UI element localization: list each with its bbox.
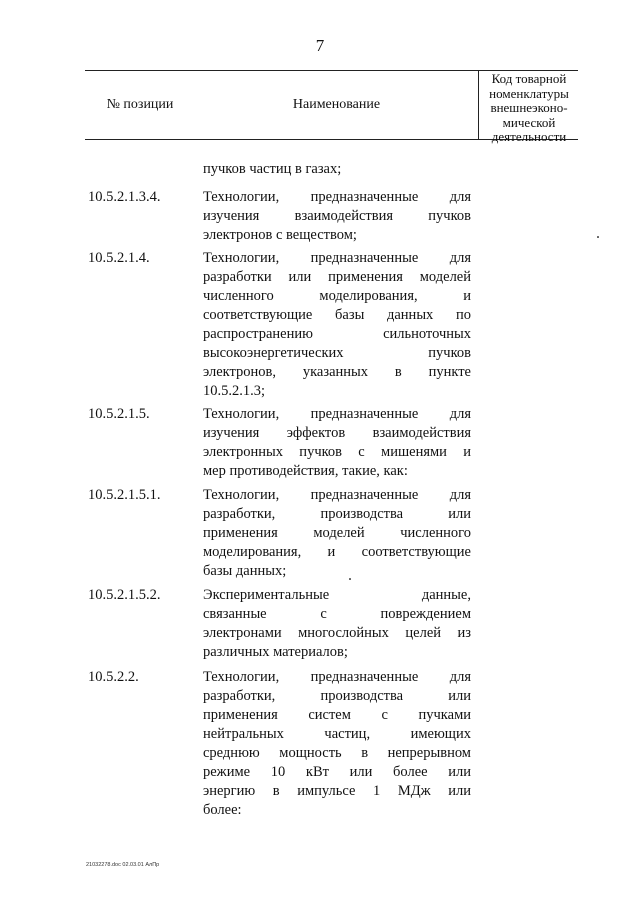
text-line: базы данных; [203,563,287,579]
document-footer: 21032278.doc 02.03.01 АлПр [86,862,160,868]
item-number: 10.5.2.1.5. [88,406,150,422]
header-code-line: деятельности [491,129,567,144]
text-line: Экспериментальные данные, [203,587,471,603]
text-line: мер противодействия, такие, как: [203,463,408,479]
header-position-column: № позиции [106,97,174,112]
item-number: 10.5.2.1.3.4. [88,189,161,205]
continuation-text [203,160,471,179]
text-line: распространению сильноточных [203,326,471,342]
item-text [203,249,471,401]
item-text [203,668,471,820]
text-line: применения систем с пучками [203,707,471,723]
text-line: нейтральных частиц, имеющих [203,726,471,742]
text-line: применения моделей численного [203,525,471,541]
text-line: пучков частиц в газах; [203,161,342,177]
item-text [203,188,471,245]
text-line: Технологии, предназначенные для [203,406,471,422]
text-line: электронов, указанных в пункте [203,364,471,380]
text-line: моделирования, и соответствующие [203,544,471,560]
item-number: 10.5.2.1.4. [88,250,150,266]
item-number: 10.5.2.1.5.1. [88,487,161,503]
text-line: электронами многослойных целей из [203,625,471,641]
text-line: численного моделирования, и [203,288,471,304]
text-line: Технологии, предназначенные для [203,189,471,205]
scan-speck [597,236,599,238]
page-number: 7 [315,36,325,55]
text-line: электронов с веществом; [203,227,357,243]
text-line: 10.5.2.1.3; [203,383,266,399]
header-code-line: Код товарной [491,71,567,86]
text-line: изучения эффектов взаимодействия [203,425,471,441]
header-code-line: внешнеэконо- [490,100,568,115]
item-number: 10.5.2.2. [88,669,139,685]
header-code-column [478,71,579,144]
text-line: связанные с повреждением [203,606,471,622]
table-header [85,70,578,144]
item-text [203,405,471,481]
text-line: соответствующие базы данных по [203,307,471,323]
text-line: высокоэнергетических пучков [203,345,471,361]
item-number: 10.5.2.1.5.2. [88,587,161,603]
header-name-column: Наименование [292,97,381,112]
scan-speck [349,578,351,580]
text-line: более: [203,802,242,818]
text-line: изучения взаимодействия пучков [203,208,471,224]
text-line: различных материалов; [203,644,348,660]
text-line: энергию в импульсе 1 МДж или [203,783,471,799]
text-line: среднюю мощность в непрерывном [203,745,471,761]
text-line: разработки, производства или [203,688,471,704]
header-code-line: мической [502,114,556,130]
text-line: Технологии, предназначенные для [203,669,471,685]
text-line: Технологии, предназначенные для [203,487,471,503]
text-line: разработки или применения моделей [203,269,471,285]
text-line: Технологии, предназначенные для [203,250,471,266]
item-text [203,486,471,581]
item-text [203,586,471,662]
text-line: разработки, производства или [203,506,471,522]
header-code-line: номенклатуры [489,85,569,101]
text-line: электронных пучков с мишенями и [203,444,471,460]
text-line: режиме 10 кВт или более или [203,764,471,780]
